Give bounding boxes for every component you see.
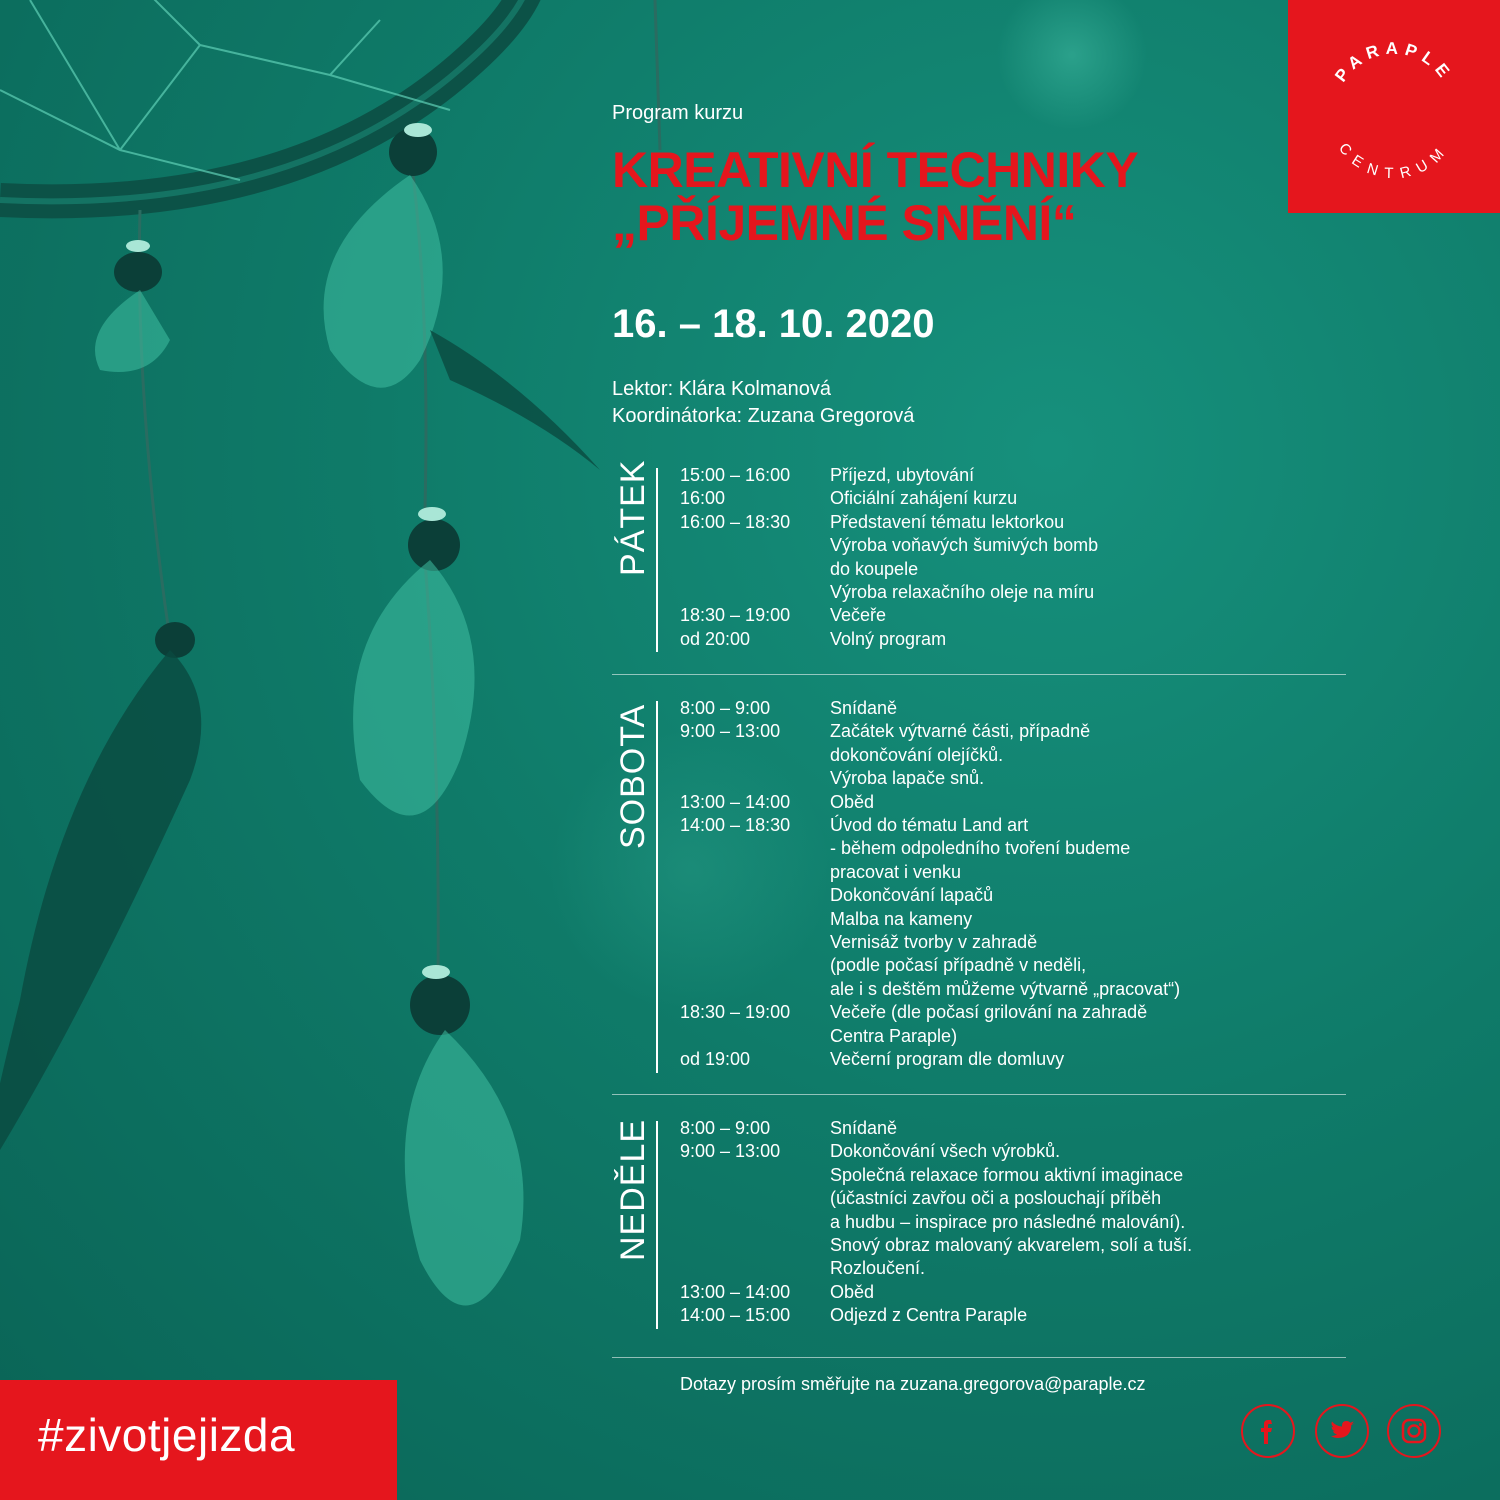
schedule-time: od 19:00 (680, 1049, 751, 1070)
logo-arc-top: PARAPLE (1331, 38, 1457, 86)
schedule-activity (830, 464, 1300, 487)
schedule-activity (830, 1140, 1300, 1280)
schedule-activity (830, 1117, 1300, 1140)
schedule-time: 14:00 – 15:00 (680, 1305, 791, 1326)
schedule-activity (830, 814, 1300, 1001)
activity-line: ale i s deštěm můžeme výtvarně „pracovat“) (830, 978, 1181, 999)
activity-line: Příjezd, ubytování (830, 465, 975, 485)
schedule-time: 13:00 – 14:00 (680, 1281, 791, 1302)
svg-text:CENTRUM (1335, 140, 1453, 182)
activity-line: Snídaně (830, 1118, 898, 1138)
schedule-row (680, 1117, 1300, 1140)
schedule-activity (830, 487, 1300, 510)
activity-line: Snový obraz malovaný akvarelem, solí a tuší. (830, 1235, 1193, 1256)
schedule-time: 9:00 – 13:00 (680, 721, 781, 742)
activity-line: Večeře (dle počasí grilování na zahradě (830, 1002, 1148, 1023)
activity-line: Večeře (830, 605, 887, 626)
schedule-activity (830, 1304, 1300, 1327)
lecturer: Lektor: Klára Kolmanová (612, 378, 832, 400)
activity-line: Dokončování lapačů (830, 885, 994, 906)
schedule-row (680, 814, 1300, 1001)
schedule-time: 8:00 – 9:00 (680, 1118, 771, 1138)
course-date: 16. – 18. 10. 2020 (612, 302, 935, 346)
coordinator: Koordinátorka: Zuzana Gregorová (612, 405, 915, 427)
activity-line: Centra Paraple) (830, 1025, 958, 1046)
activity-line: dokončování olejíčků. (830, 744, 1004, 765)
activity-line: Oběd (830, 791, 875, 812)
schedule-activity (830, 720, 1300, 790)
activity-line: Oficiální zahájení kurzu (830, 488, 1018, 509)
schedule-activity (830, 697, 1300, 720)
schedule-row (680, 720, 1300, 790)
activity-line: Odjezd z Centra Paraple (830, 1305, 1028, 1326)
schedule-row (680, 791, 1300, 814)
schedule-activity (830, 1048, 1300, 1071)
section-separator (612, 1094, 1346, 1095)
schedule-rows (680, 464, 1300, 651)
subtitle: Program kurzu (612, 102, 744, 124)
activity-line: Úvod do tématu Land art (830, 815, 1029, 836)
activity-line: - během odpoledního tvoření budeme (830, 838, 1131, 859)
hashtag: #zivotjejizda (38, 1409, 296, 1461)
schedule-row (680, 464, 1300, 487)
schedule-time: 13:00 – 14:00 (680, 791, 791, 812)
activity-line: Výroba voňavých šumivých bomb (830, 535, 1099, 556)
activity-line: Volný program (830, 628, 947, 649)
schedule-row (680, 1048, 1300, 1071)
svg-text:PARAPLE (1331, 39, 1456, 86)
day-divider-line (656, 1121, 658, 1329)
activity-line: Rozloučení. (830, 1258, 926, 1279)
activity-line: do koupele (830, 558, 919, 579)
twitter-icon[interactable] (1314, 1403, 1370, 1459)
day-divider-line (656, 468, 658, 652)
activity-line: (účastníci zavřou oči a poslouchají příběh (830, 1188, 1162, 1209)
activity-line: a hudbu – inspirace pro následné malování). (830, 1211, 1186, 1232)
facebook-icon[interactable] (1240, 1403, 1296, 1459)
schedule-activity (830, 791, 1300, 814)
day-label: PÁTEK (614, 459, 652, 576)
schedule-time: 14:00 – 18:30 (680, 815, 791, 836)
schedule-activity (830, 628, 1300, 651)
schedule-time: 9:00 – 13:00 (680, 1141, 781, 1162)
schedule-row (680, 697, 1300, 720)
logo-arc-bottom: CENTRUM (1335, 139, 1453, 183)
contact-text: Dotazy prosím směřujte na zuzana.gregorova@paraple.cz (680, 1374, 1146, 1394)
schedule-row (680, 604, 1300, 627)
schedule-activity (830, 1281, 1300, 1304)
schedule-row (680, 1304, 1300, 1327)
activity-line: Dokončování všech výrobků. (830, 1141, 1061, 1162)
page-title (612, 144, 1332, 250)
activity-line: Společná relaxace formou aktivní imaginace (830, 1164, 1184, 1185)
activity-line: pracovat i venku (830, 861, 962, 882)
schedule-activity (830, 1001, 1300, 1048)
schedule-row (680, 1281, 1300, 1304)
schedule-time: 16:00 – 18:30 (680, 511, 791, 532)
schedule-rows (680, 1117, 1300, 1328)
schedule-row (680, 1140, 1300, 1280)
schedule-activity (830, 604, 1300, 627)
schedule-activity (830, 511, 1300, 605)
day-divider-line (656, 701, 658, 1073)
schedule-time: 18:30 – 19:00 (680, 1002, 791, 1023)
schedule-row (680, 487, 1300, 510)
activity-line: Malba na kameny (830, 908, 973, 929)
activity-line: Oběd (830, 1281, 875, 1302)
section-separator (612, 674, 1346, 675)
title-line-1: KREATIVNÍ TECHNIKY (612, 142, 1139, 198)
staff-info (612, 376, 914, 430)
activity-line: Vernisáž tvorby v zahradě (830, 932, 1038, 953)
schedule-rows (680, 697, 1300, 1072)
activity-line: Představení tématu lektorkou (830, 511, 1065, 532)
schedule-row (680, 628, 1300, 651)
activity-line: Začátek výtvarné části, případně (830, 721, 1091, 742)
activity-line: (podle počasí případně v neděli, (830, 955, 1087, 976)
activity-line: Výroba relaxačního oleje na míru (830, 582, 1095, 603)
schedule-time: 18:30 – 19:00 (680, 605, 791, 626)
section-separator (612, 1357, 1346, 1358)
hashtag-banner (0, 1380, 397, 1500)
schedule-row (680, 1001, 1300, 1048)
activity-line: Snídaně (830, 698, 898, 718)
activity-line: Výroba lapače snů. (830, 768, 985, 789)
schedule-row (680, 511, 1300, 605)
activity-line: Večerní program dle domluvy (830, 1049, 1065, 1070)
schedule-time: 8:00 – 9:00 (680, 698, 771, 718)
title-line-2: „PŘÍJEMNÉ SNĚNÍ“ (612, 195, 1077, 251)
day-label: SOBOTA (614, 703, 652, 849)
instagram-icon[interactable] (1386, 1403, 1442, 1459)
day-label: NEDĚLE (614, 1118, 652, 1261)
schedule-time: od 20:00 (680, 628, 751, 649)
schedule-time: 15:00 – 16:00 (680, 465, 791, 485)
schedule-time: 16:00 (680, 488, 726, 509)
